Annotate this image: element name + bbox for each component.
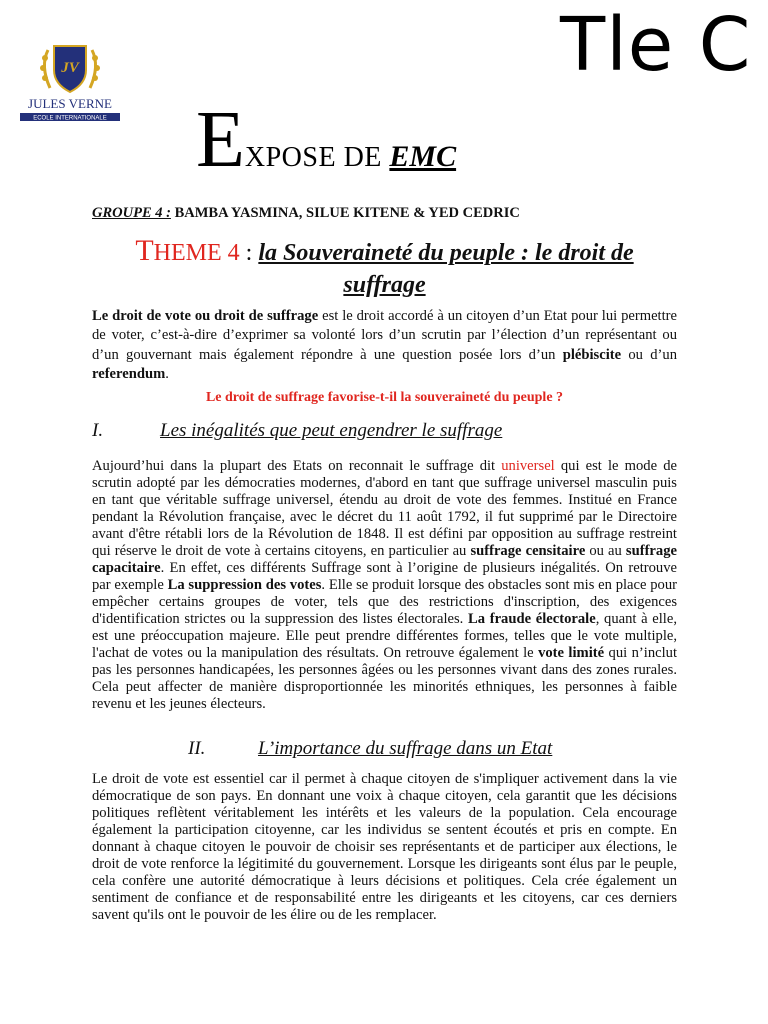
- section-1-heading: [92, 420, 502, 442]
- svg-text:JULES VERNE: JULES VERNE: [28, 96, 112, 111]
- section-1-number: I.: [92, 420, 104, 441]
- page-title: [196, 96, 457, 184]
- section-2-number: II.: [188, 738, 206, 759]
- section-2-heading: [188, 738, 552, 760]
- section-2-title: L’importance du suffrage dans un Etat: [258, 738, 553, 759]
- section-1-title: Les inégalités que peut engendrer le suffrage: [160, 420, 503, 441]
- research-question: Le droit de suffrage favorise-t-il la souveraineté du peuple ?: [205, 390, 564, 405]
- section-2-paragraph: Le droit de vote est essentiel car il permet à chaque citoyen de s'impliquer activement dans la vie démocratique de son pays. En donnant une voix à chaque citoyen, cela garantit que les décisions politiques reflètent véritablement les intérêts et les valeurs de la population. Cela encourage également la participation citoyenne, car les individus se sentent écoutés et pris en compte. En donnant à chaque citoyen le pouvoir de choisir ses représentants et de participer aux élections, le droit de vote renforce la légitimité du gouvernement. Lorsque les dirigeants sont élus par le peuple, cela confère une autorité démocratique à leurs décisions et politiques. Cela crée également un sentiment de confiance et de responsabilité entre les dirigeants et les citoyens, car ces derniers savent qu'ils ont le pouvoir de les élire ou de les remplacer.: [92, 771, 677, 923]
- school-logo: [18, 36, 122, 122]
- title-emphasis: EMC: [389, 140, 457, 173]
- title-rest: XPOSE DE: [244, 142, 390, 173]
- theme-label: THEME 4: [135, 234, 240, 267]
- theme-heading: [92, 232, 677, 300]
- class-label: Tle C: [560, 2, 752, 88]
- shield-icon: [18, 36, 122, 122]
- title-initial: E: [196, 96, 245, 184]
- svg-text:JV: JV: [61, 60, 79, 76]
- section-1-paragraph: Aujourd’hui dans la plupart des Etats on reconnait le suffrage dit universel qui est le mode de scrutin adopté par les démocraties modernes, d'abord en tant que suffrage universel masculin puis en tant que véritable suffrage universel, étendu au droit de vote des femmes. Institué en France pendant la Révolution française, avec le décret du 11 août 1792, il fut supprimé par le Directoire avant d'être rétabli lors de la Révolution de 1848. Il est défini par opposition au suffrage restreint qui réserve le droit de vote à certains citoyens, en particulier au suffrage censitaire ou au suffrage capacitaire. En effet, ces différents Suffrage sont à l’origine de plusieurs inégalités. On retrouve par exemple La suppression des votes. Elle se produit lorsque des obstacles sont mis en place pour empêcher certains groupes de voter, tels que des restrictions d'inscription, des exigences d'identification strictes ou la suppression des listes électorales. La fraude électorale, quant à elle, est une préoccupation majeure. Elle peut prendre différentes formes, telles que le vote multiple, l'achat de votes ou la manipulation des résultats. On retrouve également le vote limité qui n’inclut pas les personnes handicapées, les personnes âgées ou les personnes vivant dans des zones rurales. Cela peut affecter de manière disproportionnée les minorités ethniques, les personnes à faible revenu et les jeunes électeurs.: [92, 458, 677, 712]
- group-members: BAMBA YASMINA, SILUE KITENE & YED CEDRIC: [170, 205, 520, 221]
- intro-paragraph: Le droit de vote ou droit de suffrage est le droit accordé à un citoyen d’un Etat pour lui permettre de voter, c’est-à-dire d’exprimer sa volonté lors d’un scrutin par l’élection d’un représentant ou d’un gouvernant mais également répondre à une question posée lors d’un plébiscite ou d’un referendum.: [92, 308, 677, 382]
- theme-separator: :: [239, 240, 259, 266]
- group-label: GROUPE 4 :: [92, 205, 171, 221]
- svg-text:ECOLE INTERNATIONALE: ECOLE INTERNATIONALE: [33, 115, 107, 122]
- theme-text: la Souveraineté du peuple : le droit de suffrage: [258, 240, 634, 298]
- group-line: [92, 205, 520, 222]
